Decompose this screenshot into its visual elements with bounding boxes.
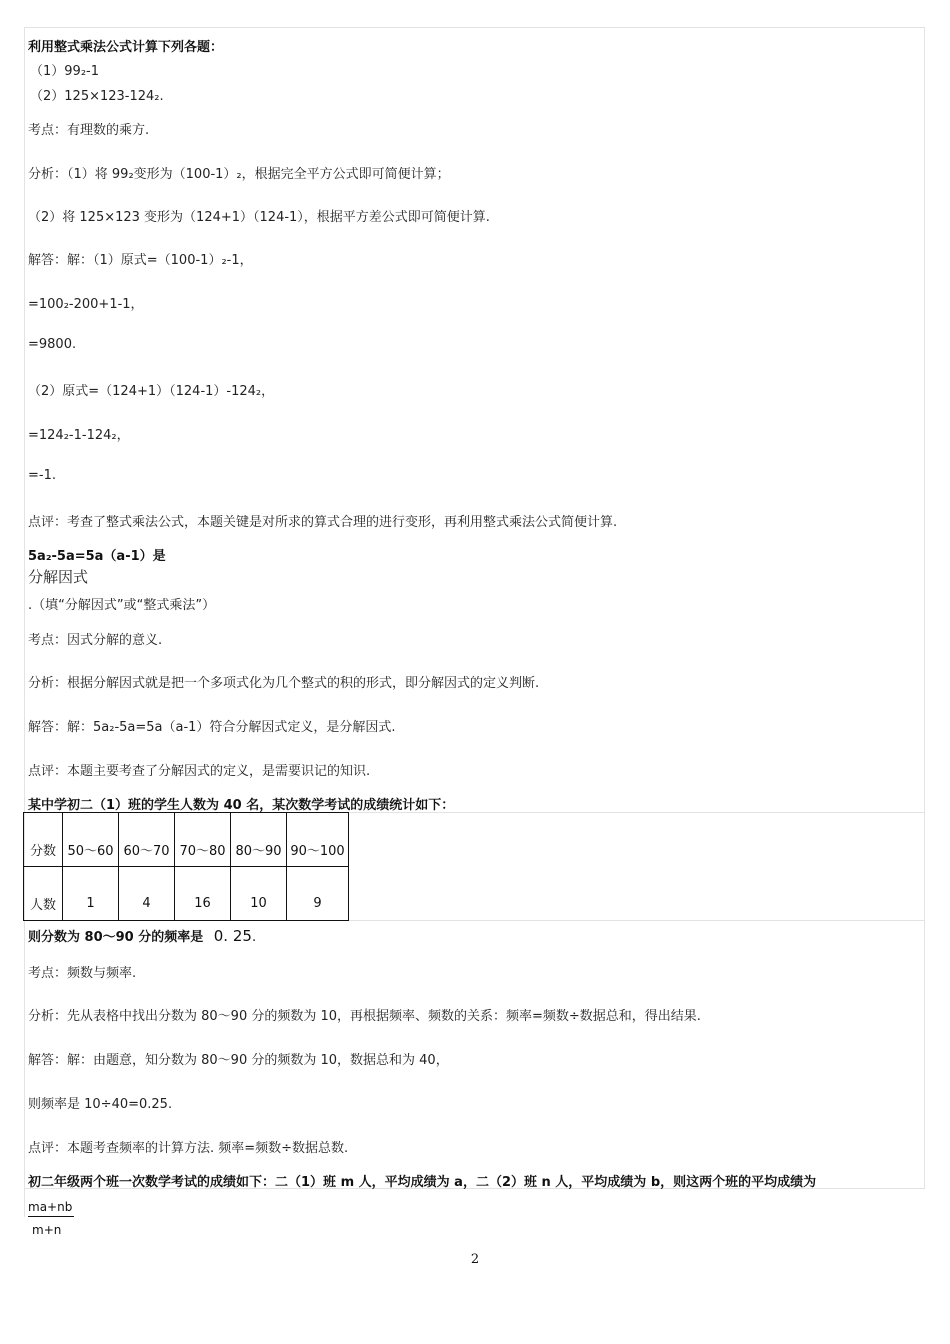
q2-jieda: 解答：解：5a₂-5a=5a（a-1）符合分解因式定义，是分解因式. (28, 720, 396, 735)
q1-title: 利用整式乘法公式计算下列各题： (28, 40, 224, 55)
q2-dianping: 点评：本题主要考查了分解因式的定义，是需要识记的知识. (28, 764, 371, 779)
table-cell: 1 (63, 867, 119, 921)
q4-numerator: ma+nb (28, 1200, 74, 1217)
frame-top-line (24, 27, 925, 28)
score-table (23, 812, 349, 921)
page-number: 2 (470, 1252, 480, 1267)
q1-fenxi-2: （2）将 125×123 变形为（124+1）（124-1），根据平方差公式即可简便计算. (28, 210, 490, 225)
table-cell: 80～90 (231, 813, 287, 867)
q1-dianping: 点评：考查了整式乘法公式，本题关键是对所求的算式合理的进行变形，再利用整式乘法公式简便计算. (28, 515, 618, 530)
table-cell: 70～80 (175, 813, 231, 867)
q3-ask-line (28, 926, 256, 945)
q1-jieda-4: （2）原式=（124+1）（124-1）-124₂， (28, 384, 275, 399)
q2-stem: 5a₂-5a=5a（a-1）是 (28, 549, 166, 564)
q1-jieda-5: =124₂-1-124₂， (28, 428, 130, 443)
q2-fenxi: 分析：根据分解因式就是把一个多项式化为几个整式的积的形式，即分解因式的定义判断. (28, 676, 540, 691)
table-cell: 16 (175, 867, 231, 921)
q1-item-2: （2）125×123-124₂. (30, 89, 164, 104)
q3-stem: 某中学初二（1）班的学生人数为 40 名，某次数学考试的成绩统计如下： (28, 798, 455, 813)
q1-jieda-3: =9800. (28, 337, 77, 352)
score-table-row-header (24, 813, 349, 867)
q1-fenxi-1: 分析：（1）将 99₂变形为（100-1）₂，根据完全平方公式即可简便计算； (28, 167, 450, 182)
table-cell: 4 (119, 867, 175, 921)
q1-jieda-6: =-1. (28, 468, 56, 483)
table-cell: 10 (231, 867, 287, 921)
score-table-row-count (24, 867, 349, 921)
q3-jieda-2: 则频率是 10÷40=0.25. (28, 1097, 173, 1112)
q1-jieda-1: 解答：解：（1）原式=（100-1）₂-1， (28, 253, 253, 268)
q3-ask: 则分数为 80～90 分的频率是 (28, 930, 204, 945)
table-cell: 50～60 (63, 813, 119, 867)
q4-denominator: m+n (32, 1223, 62, 1237)
q4-stem: 初二年级两个班一次数学考试的成绩如下：二（1）班 m 人，平均成绩为 a，二（2）班 n 人，平均成绩为 b，则这两个班的平均成绩为 (28, 1175, 817, 1190)
q3-answer: 0. 25 (213, 927, 252, 945)
table-cell: 人数 (24, 867, 63, 921)
frame-left-line (24, 27, 25, 1217)
q2-answer: 分解因式 (28, 568, 89, 586)
table-cell: 分数 (24, 813, 63, 867)
q3-kaodian: 考点：频数与频率. (28, 966, 137, 981)
table-cell: 9 (287, 867, 349, 921)
q1-item-1: （1）99₂-1 (30, 64, 99, 79)
q1-jieda-2: =100₂-200+1-1， (28, 297, 144, 312)
table-cell: 90～100 (287, 813, 349, 867)
q3-jieda-1: 解答：解：由题意，知分数为 80～90 分的频数为 10，数据总和为 40， (28, 1053, 449, 1068)
table-cell: 60～70 (119, 813, 175, 867)
q3-ask-end: . (251, 930, 257, 945)
q2-fill-hint: .（填“分解因式”或“整式乘法”） (28, 598, 216, 613)
frame-right-line (924, 27, 925, 1189)
q2-kaodian: 考点：因式分解的意义. (28, 633, 163, 648)
q3-dianping: 点评：本题考查频率的计算方法. 频率=频数÷数据总数. (28, 1141, 349, 1156)
q3-fenxi: 分析：先从表格中找出分数为 80～90 分的频数为 10，再根据频率、频数的关系：频率=频数÷数据总和，得出结果. (28, 1009, 701, 1024)
q4-answer-fraction (28, 1200, 74, 1237)
q1-kaodian: 考点：有理数的乘方. (28, 123, 150, 138)
